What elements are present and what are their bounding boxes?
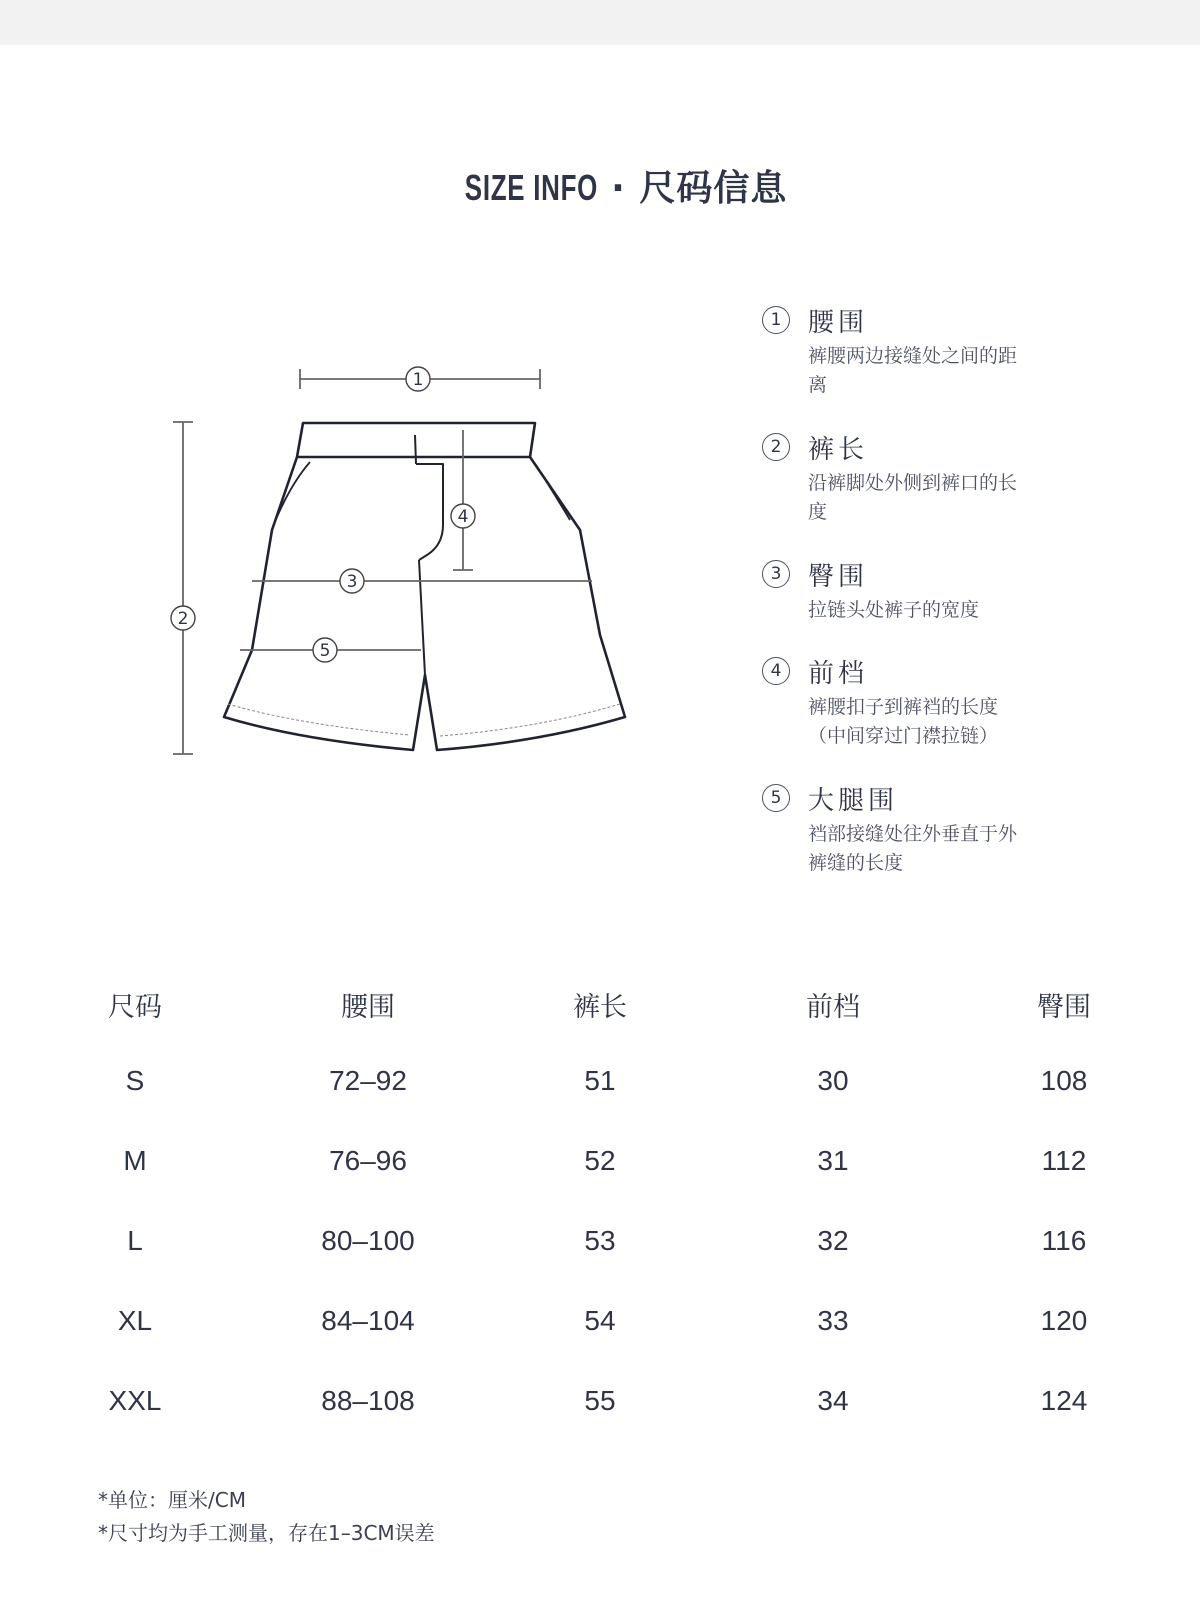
title-cn: 尺码信息	[639, 168, 788, 209]
table-header-row	[0, 985, 1200, 1065]
pocket-right	[536, 465, 570, 520]
fly-line	[415, 435, 416, 464]
page-title	[0, 160, 1200, 211]
cell-size: L	[127, 1225, 143, 1256]
cell-length: 55	[584, 1385, 616, 1416]
marker-2: 2	[177, 609, 189, 629]
cell-waist: 76–96	[329, 1145, 407, 1176]
cell-size: XXL	[108, 1385, 162, 1416]
note-unit: *单位：厘米/CM	[98, 1488, 246, 1512]
legend-title: 腰围	[808, 308, 869, 338]
legend-description: 裤腰扣子到裤裆的长度（中间穿过门襟拉链）	[808, 696, 999, 747]
cell-waist: 88–108	[321, 1385, 415, 1416]
cell-size: M	[123, 1145, 147, 1176]
hem-stitch-left	[228, 704, 410, 735]
title-latin: SIZE INFO	[464, 167, 598, 208]
cell-hip: 120	[1040, 1305, 1088, 1336]
table-row	[0, 1385, 1200, 1465]
size-table	[0, 985, 1200, 1465]
crotch-seam	[419, 560, 425, 675]
table-row	[0, 1145, 1200, 1225]
measurement-legend	[762, 300, 1102, 905]
cell-hip: 116	[1041, 1225, 1087, 1256]
cell-rise: 32	[817, 1225, 849, 1256]
legend-item	[762, 427, 1102, 554]
legend-item	[762, 651, 1102, 778]
cell-waist: 72–92	[329, 1065, 407, 1096]
header-size: 尺码	[108, 992, 162, 1023]
marker-3: 3	[346, 572, 358, 592]
shorts-diagram	[0, 280, 700, 800]
legend-description: 沿裤脚处外侧到裤口的长度	[808, 472, 1018, 523]
note-tolerance: *尺寸均为手工测量，存在1–3CM误差	[98, 1521, 435, 1545]
cell-rise: 31	[817, 1145, 849, 1176]
title-separator: ·	[611, 168, 626, 209]
cell-length: 54	[584, 1305, 616, 1336]
cell-rise: 30	[817, 1065, 849, 1096]
cell-length: 51	[584, 1065, 616, 1096]
legend-title: 臀围	[808, 562, 869, 592]
legend-item	[762, 554, 1102, 651]
cell-size: S	[125, 1065, 145, 1096]
marker-5: 5	[319, 641, 331, 661]
cell-rise: 34	[817, 1385, 849, 1416]
legend-number: 1	[762, 306, 790, 334]
table-row	[0, 1305, 1200, 1385]
legend-number: 3	[762, 560, 790, 588]
header-length: 裤长	[573, 992, 627, 1023]
cell-rise: 33	[817, 1305, 849, 1336]
legend-number: 2	[762, 433, 790, 461]
table-row	[0, 1225, 1200, 1305]
header-waist: 腰围	[341, 992, 395, 1023]
legend-number: 4	[762, 657, 790, 685]
table-row	[0, 1065, 1200, 1145]
cell-length: 53	[584, 1225, 616, 1256]
legend-item	[762, 300, 1102, 427]
cell-waist: 84–104	[321, 1305, 415, 1336]
cell-hip: 124	[1040, 1385, 1088, 1416]
legend-title: 裤长	[808, 435, 869, 465]
legend-item	[762, 778, 1102, 905]
legend-title: 前档	[808, 659, 869, 689]
cell-size: XL	[117, 1305, 153, 1336]
legend-number: 5	[762, 784, 790, 812]
legend-description: 拉链头处裤子的宽度	[808, 599, 980, 621]
legend-description: 裆部接缝处往外垂直于外裤缝的长度	[808, 823, 1018, 874]
header-rise: 前档	[806, 992, 860, 1023]
cell-waist: 80–100	[321, 1225, 415, 1256]
legend-title: 大腿围	[808, 786, 899, 816]
legend-description: 裤腰两边接缝处之间的距离	[808, 345, 1018, 396]
header-hip: 臀围	[1037, 992, 1091, 1023]
marker-4: 4	[457, 507, 469, 527]
cell-length: 52	[584, 1145, 616, 1176]
hem-stitch-right	[440, 704, 620, 736]
marker-1: 1	[412, 370, 424, 390]
notes	[98, 1484, 435, 1550]
fly	[416, 464, 443, 560]
top-bar	[0, 0, 1200, 45]
cell-hip: 112	[1041, 1145, 1087, 1176]
cell-hip: 108	[1040, 1065, 1088, 1096]
